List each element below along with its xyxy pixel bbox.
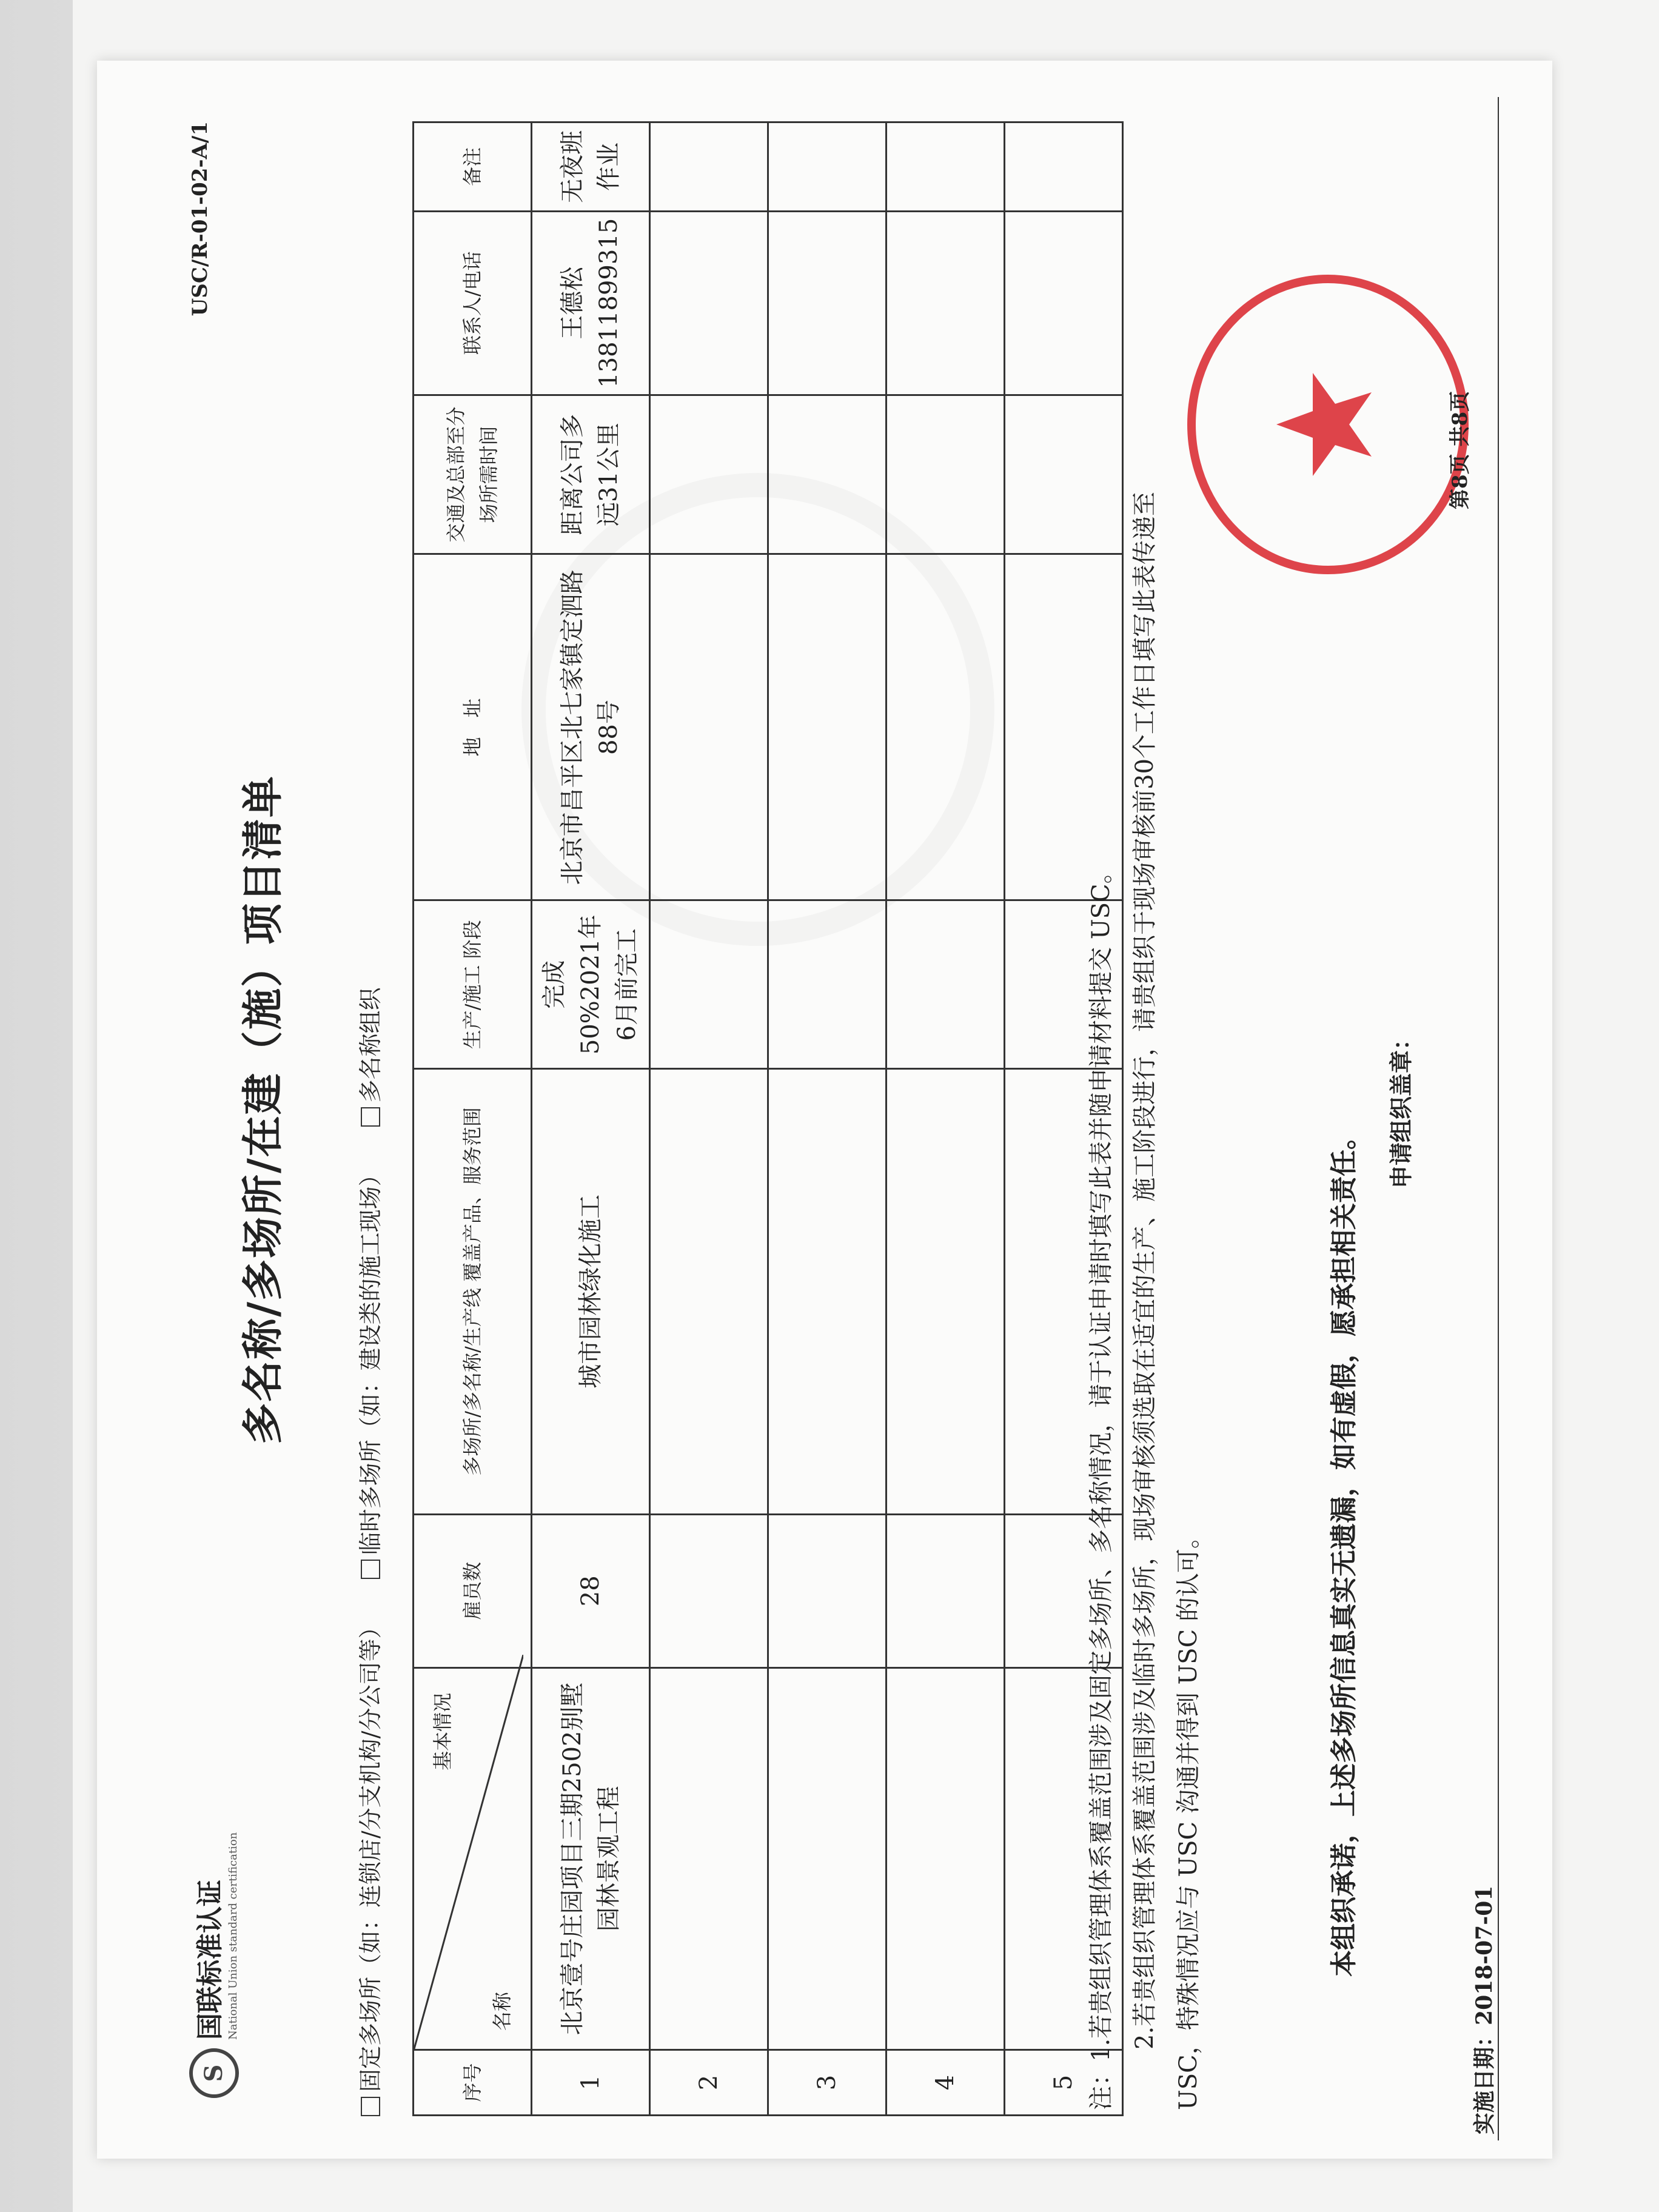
header-address: 地 址 [414,554,532,900]
option-label: 固定多场所（如：连锁店/分支机构/分公司等） [357,1615,384,2092]
cell-traffic [886,395,1005,554]
cell-address [650,554,768,900]
header-contact: 联系人/电话 [414,211,532,395]
note-1-text: 1.若贵组织管理体系覆盖范围涉及固定多场所、多名称情况，请于认证申请时填写此表并随申请材料提交 USC。 [1087,859,1115,2062]
cell-address: 北京市昌平区北七家镇定泗路88号 [532,554,650,900]
cell-name [886,1667,1005,2049]
note-2: 2.若贵组织管理体系覆盖范围涉及临时多场所，现场审核须选取在适宜的生产、施工阶段进行，请贵组织于现场审核前30个工作日填写此表传递至 [1131,491,1159,2049]
header-basic: 基本情况 [431,1692,454,1771]
pledge-statement: 本组织承诺，上述多场所信息真实无遗漏，如有虚假，愿承担相关责任。 [1329,1123,1359,1977]
logo-text-en: National Union standard certification [227,1832,240,2040]
option-label: 临时多场所（如：建设类的施工现场） [357,1163,384,1555]
cell-employees: 28 [532,1514,650,1667]
header-scope: 多场所/多名称/生产线 覆盖产品、服务范围 [414,1069,532,1515]
effective-date [1467,1886,1498,2134]
table-row [532,122,650,2116]
form-page [97,61,1552,2159]
cell-stage [886,900,1005,1069]
option-label: 多名称组织 [357,987,384,1103]
header-employees: 雇员数 [414,1514,532,1667]
cell-remark [650,122,768,212]
option-temporary[interactable] [352,1163,385,1579]
note-1 [1079,97,1123,2110]
checkbox-icon[interactable] [361,1560,380,1579]
header-seq: 序号 [414,2050,532,2116]
header-stage: 生产/施工 阶段 [414,900,532,1069]
cell-remark [768,122,886,212]
cell-traffic [650,395,768,554]
header-traffic: 交通及总部至分场所需时间 [414,395,532,554]
cell-remark [886,122,1005,212]
cell-scope [886,1069,1005,1515]
applicant-seal-label: 申请组织盖章： [1387,1027,1415,1188]
cell-name [768,1667,886,2049]
cell-name: 北京壹号庄园项目三期2502别墅园林景观工程 [532,1667,650,2049]
cell-contact [650,211,768,395]
cell-employees [768,1514,886,1667]
cell-scope [650,1069,768,1515]
header-basic-name [414,1667,532,2049]
company-seal-stamp [1176,267,1480,582]
cell-stage [768,900,886,1069]
page-number: 第8页 共8页 [1448,390,1472,509]
cell-seq: 3 [768,2050,886,2116]
cell-seq: 2 [650,2050,768,2116]
table-row [886,122,1005,2116]
table-row [768,122,886,2116]
form-title: 多名称/多场所/在建（施）项目清单 [239,775,287,1444]
note-3: USC，特殊情况应与 USC 沟通并得到 USC 的认可。 [1175,1524,1202,2110]
cell-traffic [768,395,886,554]
cell-seq: 4 [886,2050,1005,2116]
option-fixed[interactable] [352,1615,385,2116]
cell-seq: 5 [1005,2050,1123,2116]
date-value: 2018-07-01 [1472,1885,1497,2025]
checkbox-icon[interactable] [361,1107,380,1127]
cell-traffic: 距离公司多远31公里 [532,395,650,554]
cell-stage [650,900,768,1069]
cell-seq: 1 [532,2050,650,2116]
logo-icon: S [189,2048,239,2098]
cell-contact [886,211,1005,395]
cell-scope: 城市园林绿化施工 [532,1069,650,1515]
site-type-options [352,97,385,2116]
table-header [414,122,532,2116]
cell-remark: 无夜班作业 [532,122,650,212]
header-remark: 备注 [414,122,532,212]
form-code: USC/R-01-02-A/1 [188,121,212,317]
header-name: 名称 [490,1992,514,2031]
logo-text-cn: 国联标准认证 [195,1880,226,2040]
cell-contact: 王德松13811899315 [532,211,650,395]
cell-address [886,554,1005,900]
cell-contact [768,211,886,395]
cell-employees [886,1514,1005,1667]
table-row [650,122,768,2116]
cell-employees [650,1514,768,1667]
project-table [412,121,1124,2116]
option-multi-name[interactable] [352,987,385,1127]
cell-address [768,554,886,900]
cell-name [650,1667,768,2049]
date-label: 实施日期： [1472,2025,1497,2134]
note-label: 注： [1087,2062,1115,2110]
cell-stage: 完成50%2021年6月前完工 [532,900,650,1069]
cell-scope [768,1069,886,1515]
footer-divider [1498,97,1499,2140]
checkbox-icon[interactable] [361,2097,380,2116]
